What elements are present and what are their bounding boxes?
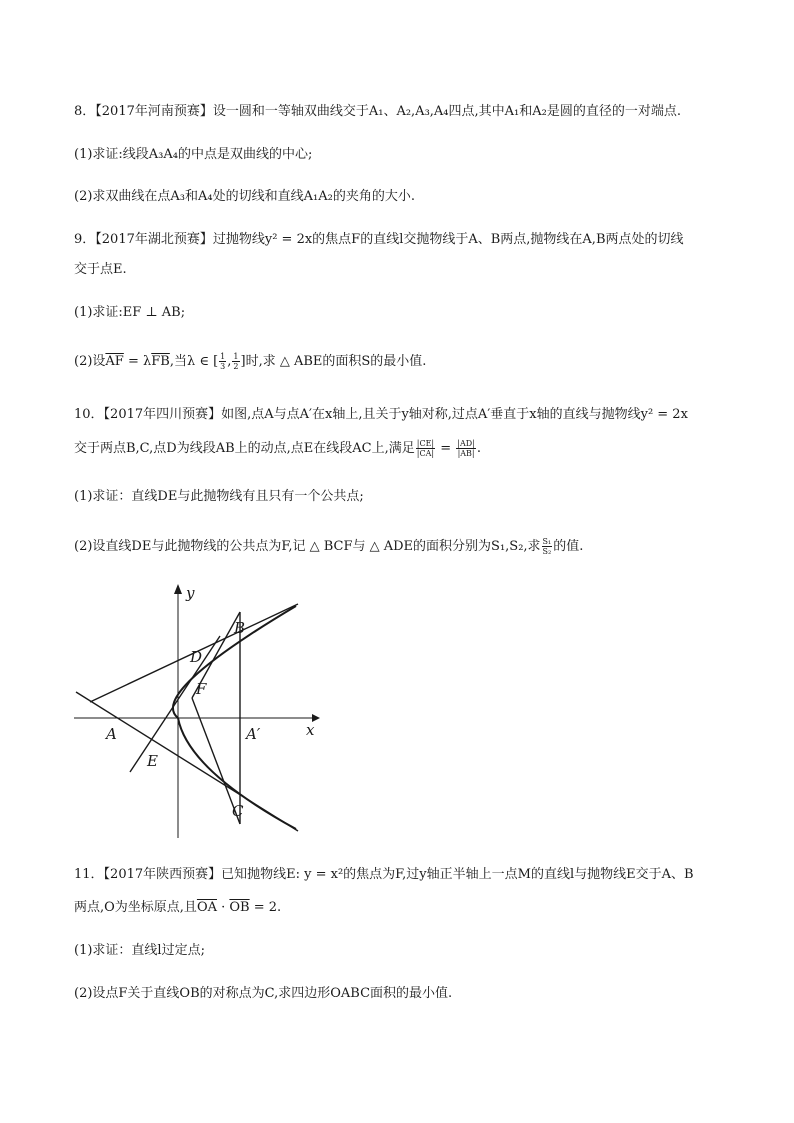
label-a-prime: A′ xyxy=(246,725,261,743)
equals-sign: = xyxy=(436,441,456,456)
problem-10-part-2 xyxy=(74,537,754,556)
problem-9-part-2-tail: 时,求 △ ABE的面积S的最小值. xyxy=(245,354,427,369)
label-e: E xyxy=(147,752,158,770)
label-y: y xyxy=(186,584,195,602)
problem-11-header-line2-text: 两点,O为坐标原点,且 xyxy=(74,900,197,915)
fraction-ce-ca: $\frac{|CE|}{|CA|}$ xyxy=(416,439,435,458)
lambda-eq: = λ xyxy=(123,354,152,369)
problem-10-part-1: (1)求证：直线DE与此抛物线有且只有一个公共点; xyxy=(74,489,364,504)
label-d: D xyxy=(190,648,203,666)
vector-oa: $\overline{OA}$ xyxy=(196,900,217,915)
problem-10-part-2-end: 的值. xyxy=(553,539,584,554)
problem-8-part-1: (1)求证:线段A₃A₄的中点是双曲线的中心; xyxy=(74,147,313,162)
vector-af: $\overline{AF}$ xyxy=(105,354,124,369)
problem-9-header-line1: 9．【2017年湖北预赛】过抛物线y² = 2x的焦点F的直线l交抛物线于A、B两点,抛物线在A,B两点处的切线 xyxy=(74,232,684,247)
problem-9-part-2-lead: (2)设 xyxy=(74,354,106,369)
vector-fb: $\overline{FB}$ xyxy=(151,354,170,369)
problem-10-header-line2 xyxy=(74,439,754,458)
dot-operator: · xyxy=(216,900,230,915)
interval-a: $\frac{1}{3}$ xyxy=(220,352,226,371)
problem-9-header-line2: 交于点E. xyxy=(74,262,127,277)
problem-10-header-line2-text: 交于两点B,C,点D为线段AB上的动点,点E在线段AC上,满足 xyxy=(74,441,415,456)
vector-ob: $\overline{OB}$ xyxy=(229,900,250,915)
interval: [ $\frac{1}{3}$ , $\frac{1}{2}$ ] xyxy=(213,352,246,371)
problem-11-header-line1: 11．【2017年陕西预赛】已知抛物线E: y = x²的焦点为F,过y轴正半轴上一点M的直线l与抛物线E交于A、B xyxy=(74,867,694,882)
label-f: F xyxy=(196,680,207,698)
lambda-in: ,当λ ∈ xyxy=(169,354,214,369)
problem-11-part-2: (2)设点F关于直线OB的对称点为C,求四边形OABC面积的最小值. xyxy=(74,986,453,1001)
period: . xyxy=(476,441,482,456)
problem-10-part-2-text: (2)设直线DE与此抛物线的公共点为F,记 △ BCF与 △ ADE的面积分别为S₁,S₂,求 xyxy=(74,539,541,554)
problem-11-part-1: (1)求证：直线l过定点; xyxy=(74,943,205,958)
fraction-ad-ab: $\frac{|AD|}{|AB|}$ xyxy=(457,439,475,458)
fraction-s1-s2: $\frac{\text{S₁}}{\text{S₂}}$ xyxy=(542,537,552,556)
y-axis-arrow xyxy=(174,584,182,594)
parabola-figure xyxy=(66,576,326,846)
problem-11-header-line2-end: = 2. xyxy=(249,900,282,915)
problem-8-part-2: (2)求双曲线在点A₃和A₄处的切线和直线A₁A₂的夹角的大小. xyxy=(74,189,415,204)
line-ac xyxy=(76,692,298,831)
label-a: A xyxy=(106,725,117,743)
problem-9-part-1: (1)求证:EF ⊥ AB; xyxy=(74,305,186,320)
interval-b: $\frac{1}{2}$ xyxy=(233,352,239,371)
label-b: B xyxy=(234,619,246,637)
problem-10-header-line1: 10．【2017年四川预赛】如图,点A与点A′在x轴上,且关于y轴对称,过点A′垂直于x轴的直线与抛物线y² = 2x xyxy=(74,407,688,422)
problem-9-part-2 xyxy=(74,352,754,371)
problem-11-header-line2 xyxy=(74,899,754,917)
label-c: C xyxy=(232,802,244,820)
label-x: x xyxy=(306,721,315,739)
line-de xyxy=(130,636,220,772)
problem-8-header: 8．【2017年河南预赛】设一圆和一等轴双曲线交于A₁、A₂,A₃,A₄四点,其中A₁和A₂是圆的直径的一对端点. xyxy=(74,104,681,119)
